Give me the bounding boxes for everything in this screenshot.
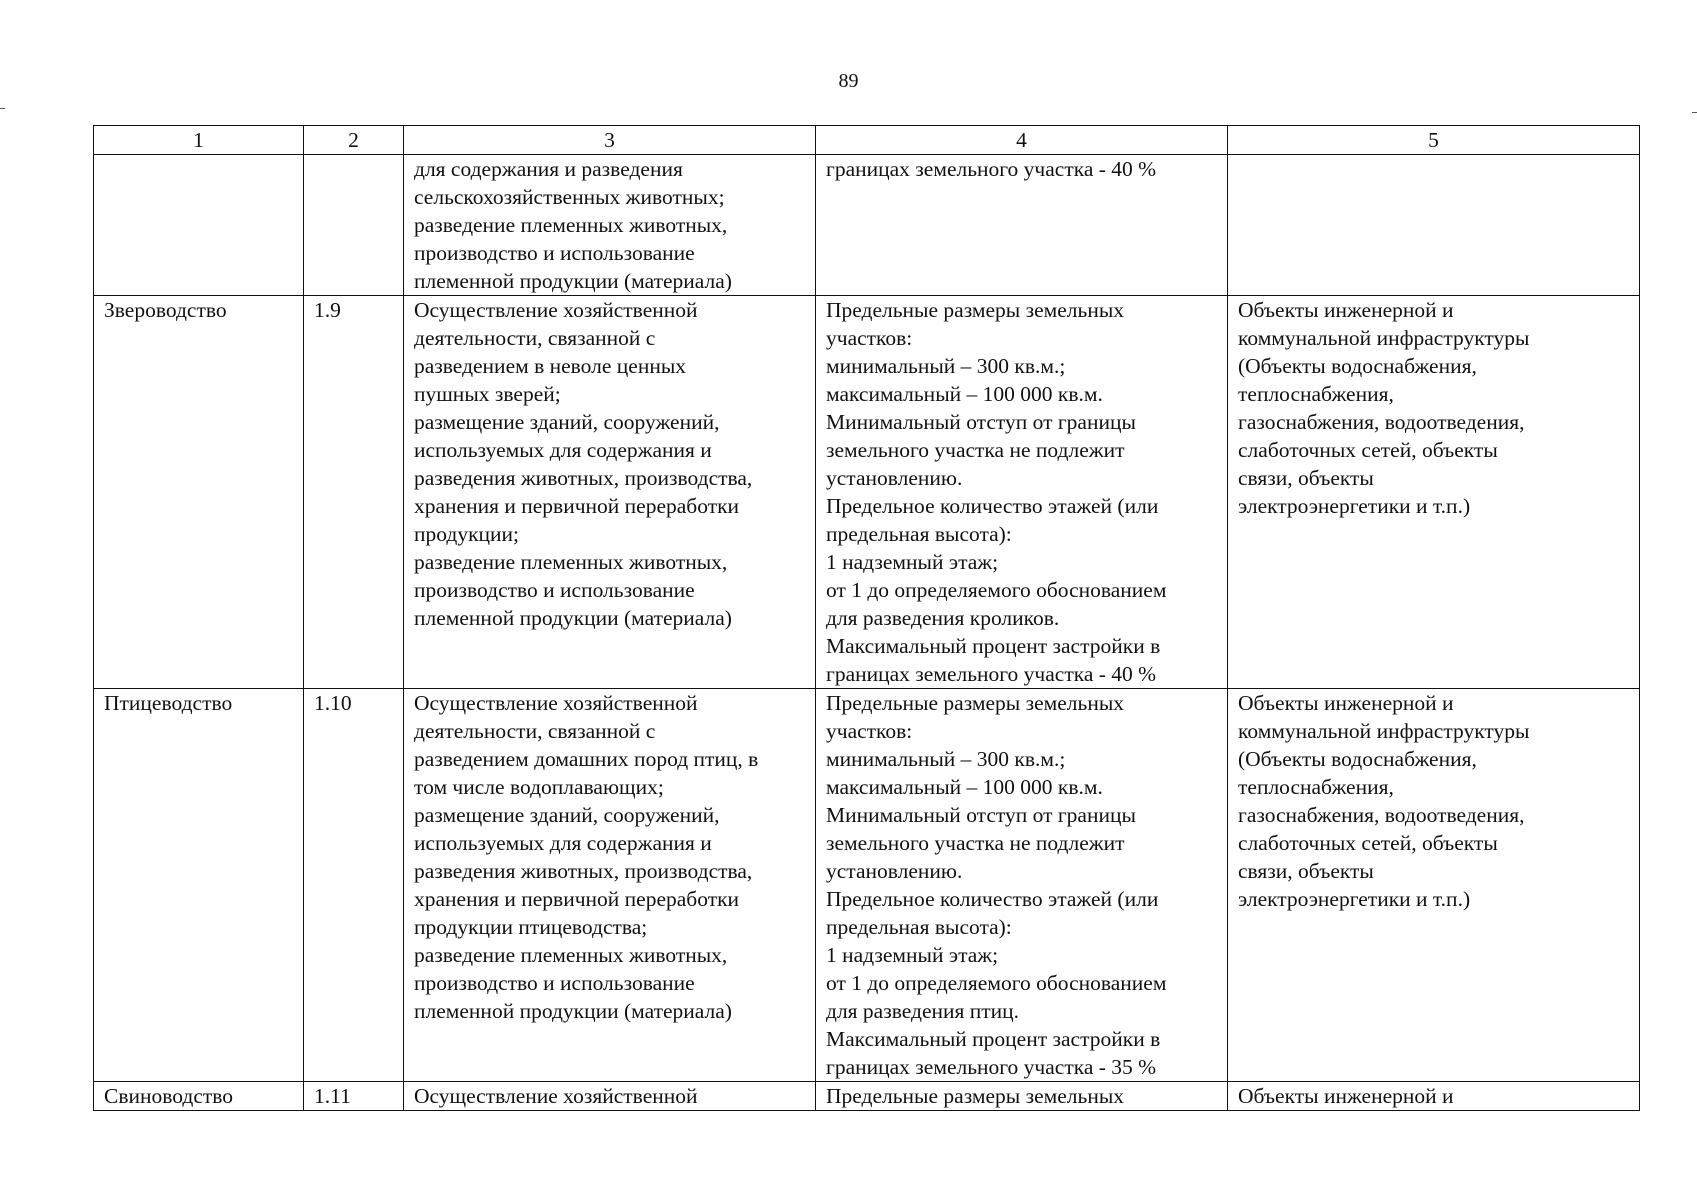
parameters-cell: Предельные размеры земельных участков: минимальный – 300 кв.м.; максимальный – 100 000 кв.м. Минимальный отступ от границы земельного участка не подлежит установлению. Предельное количество этажей (или предельная высота): 1 надземный этаж; от 1 до определяемого обоснованием для разведения кроликов. Максимальный процент застройки в границах земельного участка - 40 %	[816, 296, 1228, 689]
use-type-cell: Свиноводство	[94, 1082, 304, 1111]
left-margin-mark	[0, 108, 5, 109]
parameters-cell: границах земельного участка - 40 %	[816, 155, 1228, 296]
header-cell: 1	[94, 126, 304, 155]
right-margin-mark	[1692, 112, 1697, 113]
header-cell: 4	[816, 126, 1228, 155]
description-cell: для содержания и разведения сельскохозяйственных животных; разведение племенных животных, производство и использование племенной продукции (материала)	[404, 155, 816, 296]
description-cell: Осуществление хозяйственной деятельности, связанной с разведением домашних пород птиц, в том числе водоплавающих; размещение зданий, сооружений, используемых для содержания и разведения животных, производства, хранения и первичной переработки продукции птицеводства; разведение племенных животных, производство и использование племенной продукции (материала)	[404, 689, 816, 1082]
description-cell: Осуществление хозяйственной	[404, 1082, 816, 1111]
parameters-cell: Предельные размеры земельных участков: минимальный – 300 кв.м.; максимальный – 100 000 кв.м. Минимальный отступ от границы земельного участка не подлежит установлению. Предельное количество этажей (или предельная высота): 1 надземный этаж; от 1 до определяемого обоснованием для разведения птиц. Максимальный процент застройки в границах земельного участка - 35 %	[816, 689, 1228, 1082]
code-cell: 1.10	[304, 689, 404, 1082]
use-type-cell: Птицеводство	[94, 689, 304, 1082]
use-type-cell: Звероводство	[94, 296, 304, 689]
page-number: 89	[838, 70, 859, 92]
table-row	[94, 296, 1640, 689]
auxiliary-use-cell: Объекты инженерной и коммунальной инфраструктуры (Объекты водоснабжения, теплоснабжения, газоснабжения, водоотведения, слаботочных сетей, объекты связи, объекты электроэнергетики и т.п.)	[1228, 689, 1640, 1082]
code-cell: 1.11	[304, 1082, 404, 1111]
use-type-cell	[94, 155, 304, 296]
table-header-row	[94, 126, 1640, 155]
code-cell: 1.9	[304, 296, 404, 689]
header-cell: 5	[1228, 126, 1640, 155]
header-cell: 2	[304, 126, 404, 155]
land-use-table	[93, 125, 1640, 1111]
auxiliary-use-cell	[1228, 155, 1640, 296]
parameters-cell: Предельные размеры земельных	[816, 1082, 1228, 1111]
table-row	[94, 689, 1640, 1082]
description-cell: Осуществление хозяйственной деятельности, связанной с разведением в неволе ценных пушных зверей; размещение зданий, сооружений, используемых для содержания и разведения животных, производства, хранения и первичной переработки продукции; разведение племенных животных, производство и использование племенной продукции (материала)	[404, 296, 816, 689]
auxiliary-use-cell: Объекты инженерной и	[1228, 1082, 1640, 1111]
header-cell: 3	[404, 126, 816, 155]
table-row	[94, 155, 1640, 296]
code-cell	[304, 155, 404, 296]
table-row	[94, 1082, 1640, 1111]
auxiliary-use-cell: Объекты инженерной и коммунальной инфраструктуры (Объекты водоснабжения, теплоснабжения, газоснабжения, водоотведения, слаботочных сетей, объекты связи, объекты электроэнергетики и т.п.)	[1228, 296, 1640, 689]
